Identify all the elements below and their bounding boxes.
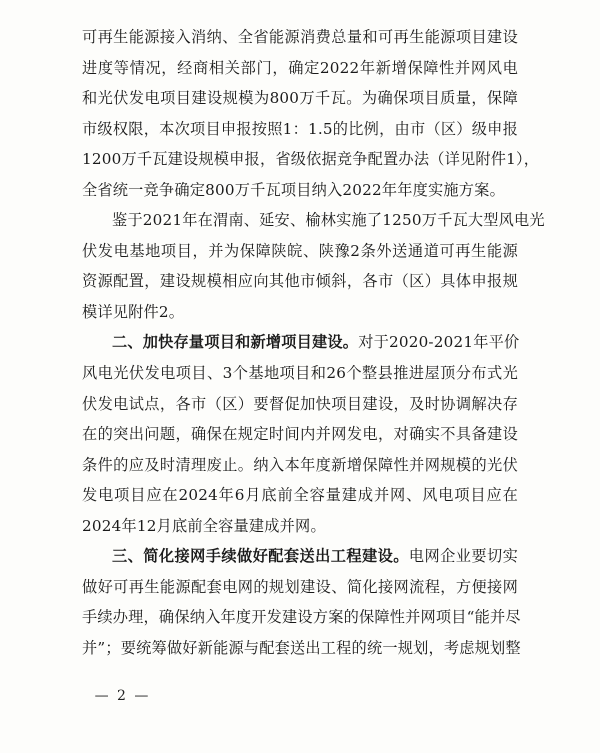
text-line: 和光伏发电项目建设规模为800万千瓦。为确保项目质量，保障 <box>82 89 518 108</box>
document-body <box>82 22 545 663</box>
section-first-line <box>82 327 518 358</box>
text-line: 发电项目应在2024年6月底前全容量建成并网、风电项目应在 <box>82 486 518 505</box>
text-line: 伏发电试点，各市（区）要督促加快项目建设，及时协调解决存 <box>82 394 518 413</box>
section-first-line <box>82 541 518 572</box>
text-line: 全省统一竞争确定800万千瓦项目纳入2022年年度实施方案。 <box>82 180 505 199</box>
text-line: 鉴于2021年在渭南、延安、榆林实施了1250万千瓦大型风电光 <box>112 211 545 230</box>
text-span: 电网企业要切实 <box>408 547 518 566</box>
text-line: 条件的应及时清理废止。纳入本年度新增保障性并网规模的光伏 <box>82 455 518 474</box>
text-line: 手续办理，确保纳入年度开发建设方案的保障性并网项目“能并尽 <box>82 608 521 627</box>
text-line: 1200万千瓦建设规模申报，省级依据竞争配置办法（详见附件1）， <box>82 150 540 169</box>
text-line: 资源配置，建设规模相应向其他市倾斜，各市（区）具体申报规 <box>82 272 518 291</box>
text-line: 伏发电基地项目，并为保障陕皖、陕豫2条外送通道可再生能源 <box>82 241 518 260</box>
section-heading: 二、加快存量项目和新增项目建设。 <box>112 333 359 352</box>
text-line: 并”；要统筹做好新能源与配套送出工程的统一规划，考虑规划整 <box>82 638 521 657</box>
section-heading: 三、简化接网手续做好配套送出工程建设。 <box>112 547 409 566</box>
text-line: 做好可再生能源配套电网的规划建设、简化接网流程，方便接网 <box>82 577 518 596</box>
text-line: 可再生能源接入消纳、全省能源消费总量和可再生能源项目建设 <box>82 28 518 46</box>
text-line: 风电光伏发电项目、3个基地项目和26个整县推进屋顶分布式光 <box>82 364 518 383</box>
text-span: 对于2020-2021年平价 <box>358 333 520 352</box>
text-line: 进度等情况，经商相关部门，确定2022年新增保障性并网风电 <box>82 58 518 77</box>
text-line: 模详见附件2。 <box>82 302 185 321</box>
text-line: 在的突出问题，确保在规定时间内并网发电，对确实不具备建设 <box>82 425 518 444</box>
page-number: — 2 — <box>94 688 151 704</box>
text-line: 市级权限，本次项目申报按照1：1.5的比例，由市（区）级申报 <box>82 119 518 138</box>
text-line: 2024年12月底前全容量建成并网。 <box>82 516 326 535</box>
